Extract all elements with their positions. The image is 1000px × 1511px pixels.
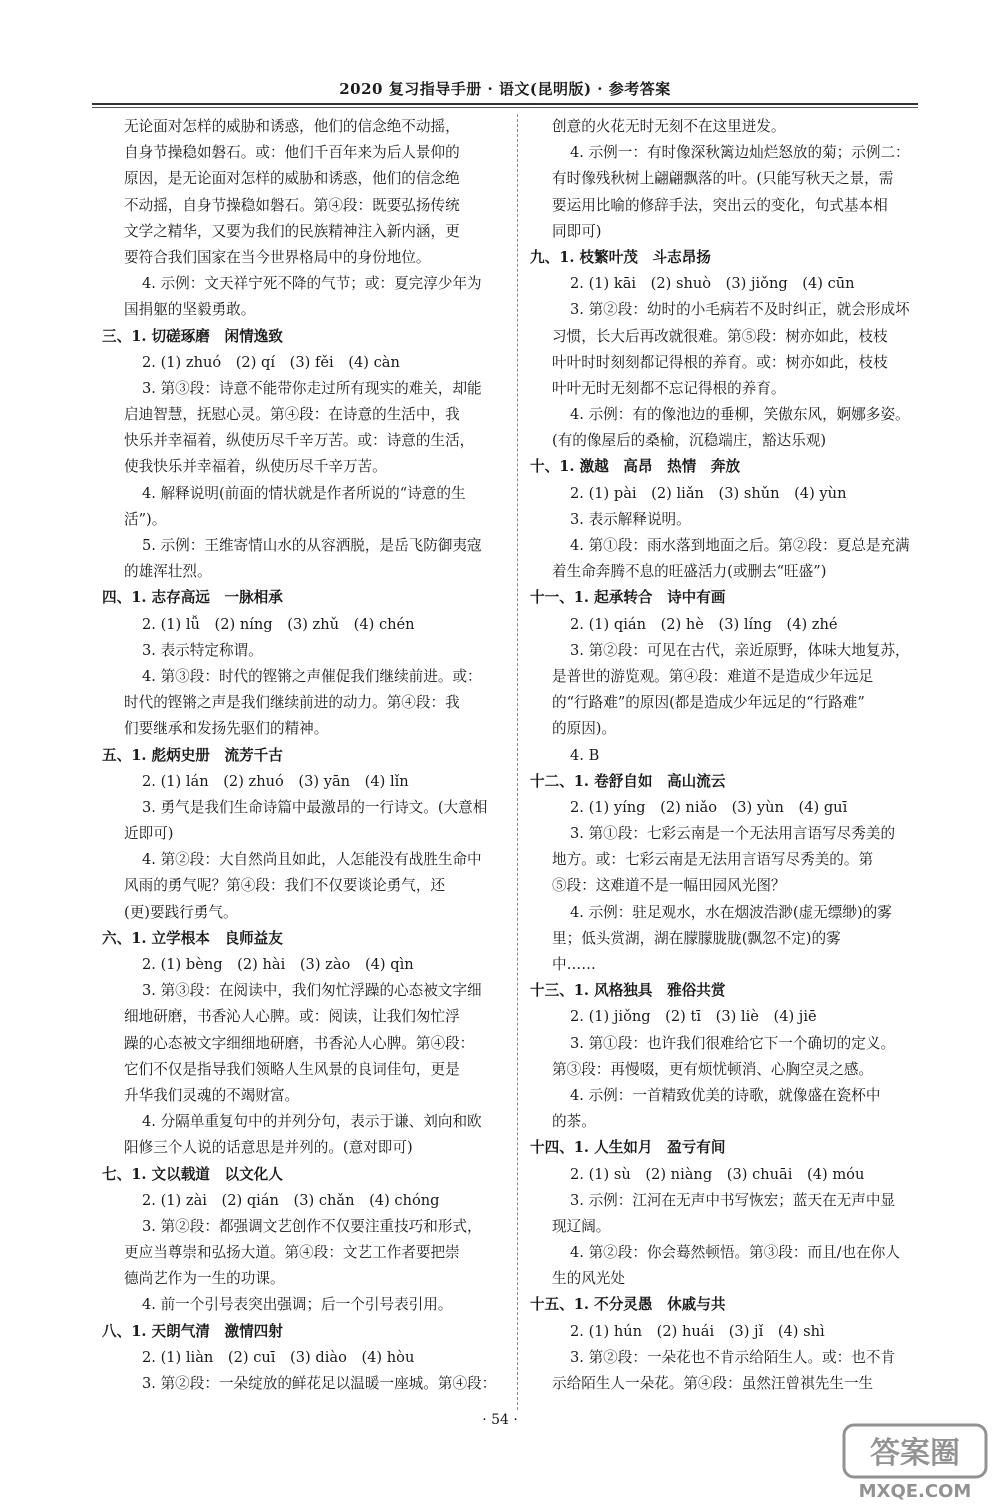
answer-line: 4. B: [570, 746, 600, 764]
answer-line: 2. (1) hún (2) huái (3) jǐ (4) shì: [570, 1322, 825, 1340]
section-heading: 四、1. 志存高远 一脉相承: [102, 589, 283, 607]
section-heading: 六、1. 立学根本 良师益友: [102, 929, 283, 947]
left-answer-column: [102, 114, 510, 1397]
answer-line: 3. 第②段：一朵花也不肯示给陌生人。或：也不肯: [570, 1348, 896, 1366]
answer-line: 叶叶时时刻刻都记得根的养育。或：树亦如此，枝枝: [552, 353, 888, 371]
answer-line: 2. (1) zhuó (2) qí (3) fěi (4) càn: [142, 353, 400, 371]
answer-line: 4. 示例：一首精致优美的诗歌，就像盛在瓷杯中: [570, 1086, 881, 1104]
answer-line: 4. 解释说明(前面的情状就是作者所说的“诗意的生: [142, 484, 466, 502]
watermark-top-text: 答案圈: [870, 1436, 960, 1471]
answer-line: 不动摇，自身节操稳如磐石。第④段：既要弘扬传统: [124, 196, 460, 214]
answer-line: 2. (1) bèng (2) hài (3) zào (4) qìn: [142, 956, 414, 973]
answer-line: 时代的铿锵之声是我们继续前进的动力。第④段：我: [124, 694, 460, 712]
section-heading: 十五、1. 不分灵愚 休戚与共: [530, 1296, 726, 1314]
answer-line: 活”)。: [124, 510, 167, 528]
header-rule: [92, 103, 918, 105]
answer-line: 有时像残秋树上翩翩飘落的叶。(只能写秋天之景，需: [552, 170, 894, 188]
answer-line: 2. (1) kāi (2) shuò (3) jiǒng (4) cūn: [570, 275, 855, 293]
answer-line: 的原因)。: [552, 720, 617, 738]
answer-line: 2. (1) qián (2) hè (3) líng (4) zhé: [570, 615, 838, 633]
answer-line: 自身节操稳如磐石。或：他们千百年来为后人景仰的: [124, 144, 460, 162]
answer-line: 3. 表示解释说明。: [570, 510, 691, 528]
section-heading: 七、1. 文以载道 以文化人: [102, 1165, 283, 1183]
answer-line: 4. 示例：文天祥宁死不降的气节；或：夏完淳少年为: [142, 275, 482, 293]
answer-line: 创意的火花无时无刻不在这里迸发。: [552, 118, 786, 135]
answer-line: 使我快乐并幸福着，纵使历尽千辛万苦。: [124, 458, 387, 476]
answer-line: 3. 第②段：可见在古代，亲近原野，体味大地复苏，: [570, 641, 910, 659]
answer-line: 躁的心态被文字细细地研磨，书香沁人心脾。第④段：: [124, 1034, 475, 1052]
answer-line: 2. (1) yíng (2) niǎo (3) yùn (4) guī: [570, 798, 848, 816]
answer-line: 无论面对怎样的威胁和诱惑，他们的信念绝不动摇，: [124, 118, 460, 135]
answer-line: 4. 分隔单重复句中的并列分句，表示于谦、刘向和欧: [142, 1113, 482, 1131]
answer-line: 3. 第②段：都强调文艺创作不仅要注重技巧和形式，: [142, 1217, 482, 1235]
page-number: · 54 ·: [482, 1412, 518, 1428]
answer-line: 它们不仅是指导我们领略人生风景的良词佳句，更是: [124, 1060, 460, 1078]
answer-line: 3. 第③段：诗意不能带你走过所有现实的难关，却能: [142, 379, 482, 397]
answer-line: 生的风光处: [552, 1270, 625, 1288]
answer-line: ⑤段：这难道不是一幅田园风光图？: [552, 877, 786, 895]
answer-line: 更应当尊崇和弘扬大道。第④段：文艺工作者要把崇: [124, 1244, 460, 1262]
answer-line: 现辽阔。: [552, 1217, 611, 1235]
section-heading: 五、1. 彪炳史册 流芳千古: [102, 746, 283, 764]
section-heading: 八、1. 天朗气清 激情四射: [102, 1322, 283, 1340]
answer-line: 的“行路难”的原因(都是造成少年远足的“行路难”: [552, 694, 865, 712]
section-heading: 十二、1. 卷舒自如 高山流云: [530, 772, 726, 790]
section-heading: 九、1. 枝繁叶茂 斗志昂扬: [530, 248, 711, 266]
answer-line: 阳修三个人说的话意思是并列的。(意对即可): [124, 1139, 413, 1157]
answer-line: 细地研磨，书香沁人心脾。或：阅读，让我们匆忙浮: [124, 1008, 460, 1026]
section-heading: 十四、1. 人生如月 盈亏有间: [530, 1139, 726, 1157]
answer-line: 启迪智慧，抚慰心灵。第④段：在诗意的生活中，我: [124, 406, 460, 424]
answer-line: 3. 表示特定称谓。: [142, 641, 263, 659]
answer-line: 是普世的游览观。第④段：难道不是造成少年远足: [552, 667, 874, 685]
answer-line: 2. (1) jiǒng (2) tī (3) liè (4) jiē: [570, 1008, 817, 1026]
answer-line: 4. 前一个引号表突出强调；后一个引号表引用。: [142, 1296, 453, 1314]
column-divider: [517, 114, 518, 1410]
answer-line: 里；低头赏湖，湖在朦朦胧胧(飘忽不定)的雾: [552, 929, 841, 947]
answer-line: 风雨的勇气呢？第④段：我们不仅要谈论勇气，还: [124, 877, 446, 895]
answer-line: (有的像屋后的桑榆，沉稳端庄，豁达乐观): [552, 432, 827, 450]
answer-line: 3. 勇气是我们生命诗篇中最激昂的一行诗文。(大意相: [142, 798, 488, 816]
answer-line: 3. 第①段：七彩云南是一个无法用言语写尽秀美的: [570, 825, 896, 843]
answer-line: 2. (1) sù (2) niàng (3) chuāi (4) móu: [570, 1165, 865, 1183]
answer-line: 4. 第③段：时代的铿锵之声催促我们继续前进。或：: [142, 667, 482, 685]
answer-line: 4. 示例：有的像池边的垂柳，笑傲东风，婀娜多姿。: [570, 406, 910, 424]
watermark-logo: [840, 1421, 990, 1503]
header-rule-thin: [92, 107, 918, 108]
answer-line: 要运用比喻的修辞手法，突出云的变化，句式基本相: [552, 196, 888, 214]
answer-line: 德尚艺作为一生的功课。: [124, 1270, 285, 1288]
answer-line: 同即可): [552, 222, 602, 240]
answer-line: 的雄浑壮烈。: [124, 563, 212, 581]
answer-line: 3. 示例：江河在无声中书写恢宏；蓝天在无声中显: [570, 1191, 896, 1209]
answer-line: 4. 示例：驻足观水，水在烟波浩渺(虚无缥缈)的雾: [570, 903, 892, 921]
answer-line: 4. 示例一：有时像深秋篱边灿烂怒放的菊；示例二：: [570, 144, 910, 162]
answer-line: 快乐并幸福着，纵使历尽千辛万苦。或：诗意的生活，: [124, 432, 475, 450]
answer-line: 国捐躯的坚毅勇敢。: [124, 301, 256, 319]
answer-line: 们要继承和发扬先驱们的精神。: [124, 720, 329, 738]
answer-line: 近即可): [124, 825, 174, 843]
answer-line: 文学之精华，又要为我们的民族精神注入新内涵，更: [124, 222, 460, 240]
answer-line: 要符合我们国家在当今世界格局中的身份地位。: [124, 248, 431, 266]
section-heading: 三、1. 切磋琢磨 闲情逸致: [102, 327, 283, 345]
section-heading: 十、1. 激越 高昂 热情 奔放: [530, 458, 741, 476]
answer-line: 3. 第③段：在阅读中，我们匆忙浮躁的心态被文字细: [142, 982, 482, 1000]
answer-line: 4. 第②段：大自然尚且如此，人怎能没有战胜生命中: [142, 851, 482, 869]
answer-line: 2. (1) zài (2) qián (3) chǎn (4) chóng: [142, 1191, 440, 1209]
watermark-bottom-text: MXQE.COM: [858, 1481, 972, 1502]
answer-line: 3. 第②段：一朵绽放的鲜花足以温暖一座城。第④段：: [142, 1375, 497, 1392]
answer-line: 地方。或：七彩云南是无法用言语写尽秀美的。第: [552, 851, 874, 869]
page-header-title: 2020 复习指导手册 · 语文(昆明版) · 参考答案: [339, 80, 671, 98]
answer-line: 2. (1) lán (2) zhuó (3) yān (4) lǐn: [142, 772, 409, 790]
answer-line: 3. 第②段：幼时的小毛病若不及时纠正，就会形成坏: [570, 301, 910, 319]
answer-line: 4. 第①段：雨水落到地面之后。第②段：夏总是充满: [570, 537, 910, 554]
answer-line: 叶叶无时无刻都不忘记得根的养育。: [552, 379, 786, 397]
answer-line: 4. 第②段：你会蓦然顿悟。第③段：而且/也在你人: [570, 1244, 900, 1262]
section-heading: 十三、1. 风格独具 雅俗共赏: [530, 982, 726, 1000]
answer-line: 5. 示例：王维寄情山水的从容洒脱，是岳飞防御夷寇: [142, 537, 482, 554]
answer-line: 2. (1) lǚ (2) níng (3) zhǔ (4) chén: [142, 615, 415, 633]
section-heading: 十一、1. 起承转合 诗中有画: [530, 589, 726, 607]
answer-line: 升华我们灵魂的不竭财富。: [124, 1086, 300, 1104]
answer-line: 习惯，长大后再改就很难。第⑤段：树亦如此，枝枝: [552, 327, 888, 345]
answer-line: 示给陌生人一朵花。第④段：虽然汪曾祺先生一生: [552, 1375, 874, 1392]
answer-line: 着生命奔腾不息的旺盛活力(或删去“旺盛”): [552, 563, 827, 581]
answer-line: 2. (1) liàn (2) cuī (3) diào (4) hòu: [142, 1348, 415, 1366]
right-answer-column: [530, 114, 938, 1397]
answer-line: 第③段：再慢啜，更有烦忧顿消、心胸空灵之感。: [552, 1060, 874, 1078]
answer-line: 中……: [552, 956, 596, 973]
answer-line: 2. (1) pài (2) liǎn (3) shǔn (4) yùn: [570, 484, 847, 502]
answer-line: 原因，是无论面对怎样的威胁和诱惑，他们的信念绝: [124, 170, 460, 188]
answer-line: 的茶。: [552, 1113, 596, 1131]
answer-line: (更)要践行勇气。: [124, 903, 238, 921]
answer-line: 3. 第①段：也许我们很难给它下一个确切的定义。: [570, 1034, 896, 1052]
